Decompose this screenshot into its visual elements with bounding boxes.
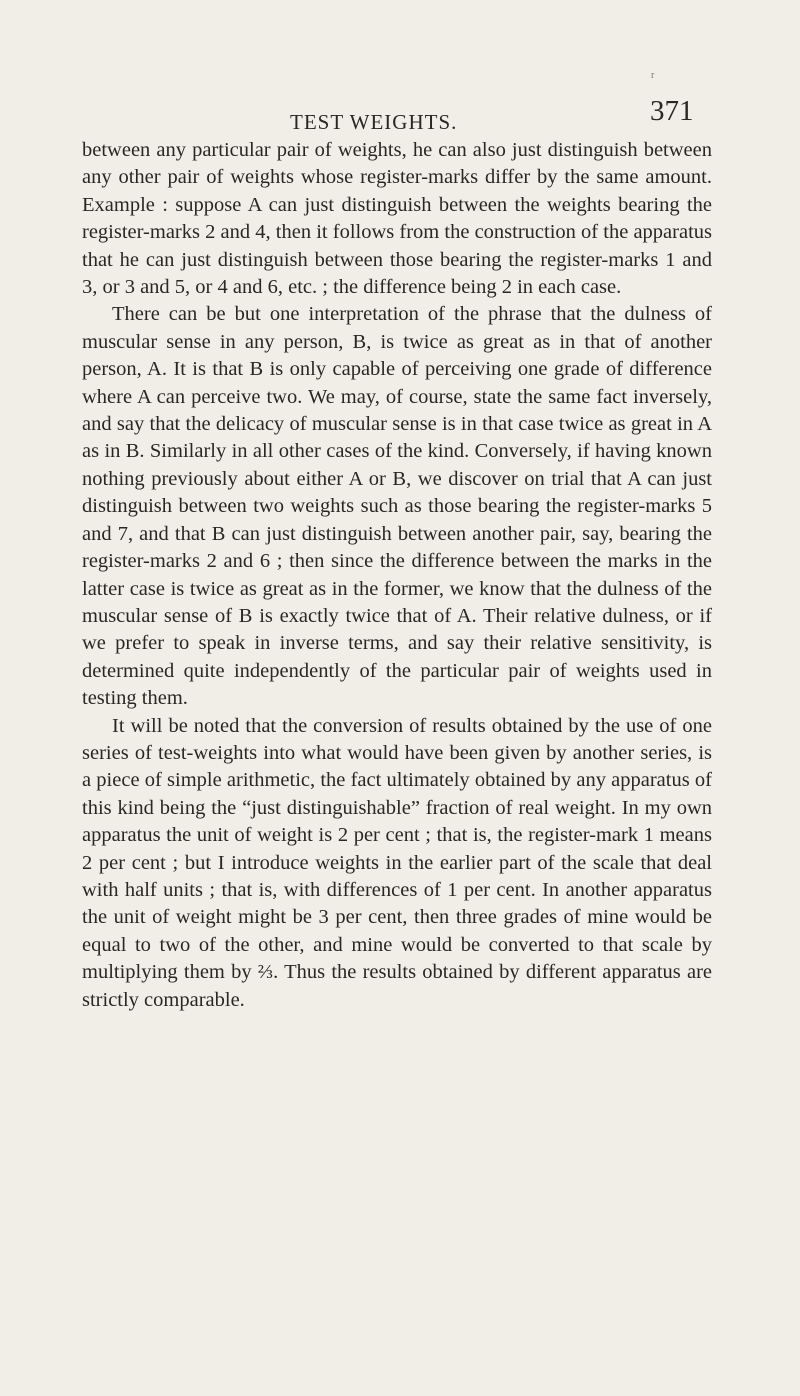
page-number: 371 [650,95,694,127]
running-head: TEST WEIGHTS. [290,110,458,134]
margin-mark: r [651,70,655,81]
paragraph: It will be noted that the conversion of results obtained by the use of one series of test-weights into what would have been given by another series, is a piece of simple arithmetic, the fact ultimately obtained by any apparatus of this kind being the “just distinguishable” fraction of real weight. In my own apparatus the unit of weight is 2 per cent ; that is, the register-mark 1 means 2 per cent ; but I introduce weights in the earlier part of the scale that deal with half units ; that is, with differences of 1 per cent. In another apparatus the unit of weight might be 3 per cent, then three grades of mine would be equal to two of the other, and mine would be converted to that scale by multiplying them by ⅔. Thus the results obtained by different apparatus are strictly comparable. [82,714,712,1011]
body-text [82,137,712,1014]
paragraph: There can be but one interpretation of the phrase that the dulness of muscular sense in any person, B, is twice as great as in that of another person, A. It is that B is only capable of perceiving one grade of difference where A can perceive two. We may, of course, state the same fact inversely, and say that the delicacy of muscular sense is in that case twice as great in A as in B. Similarly in all other cases of the kind. Conversely, if having known nothing previously about either A or B, we discover on trial that A can just distinguish between two weights such as those bearing the register-marks 5 and 7, and that B can just distinguish between another pair, say, bearing the register-marks 2 and 6 ; then since the difference between the marks in the latter case is twice as great as in the former, we know that the dulness of the muscular sense of B is exactly twice that of A. Their relative dulness, or if we prefer to speak in inverse terms, and say their relative sensitivity, is determined quite independently of the particular pair of weights used in testing them. [82,303,712,710]
paragraph-continued: between any particular pair of weights, he can also just distinguish between any other pair of weights whose register-marks differ by the same amount. Example : suppose A can just distinguish between the weights bearing the register-marks 2 and 4, then it follows from the construction of the apparatus that he can just distinguish between those bearing the register-marks 1 and 3, or 3 and 5, or 4 and 6, etc. ; the difference being 2 in each case. [82,139,712,299]
